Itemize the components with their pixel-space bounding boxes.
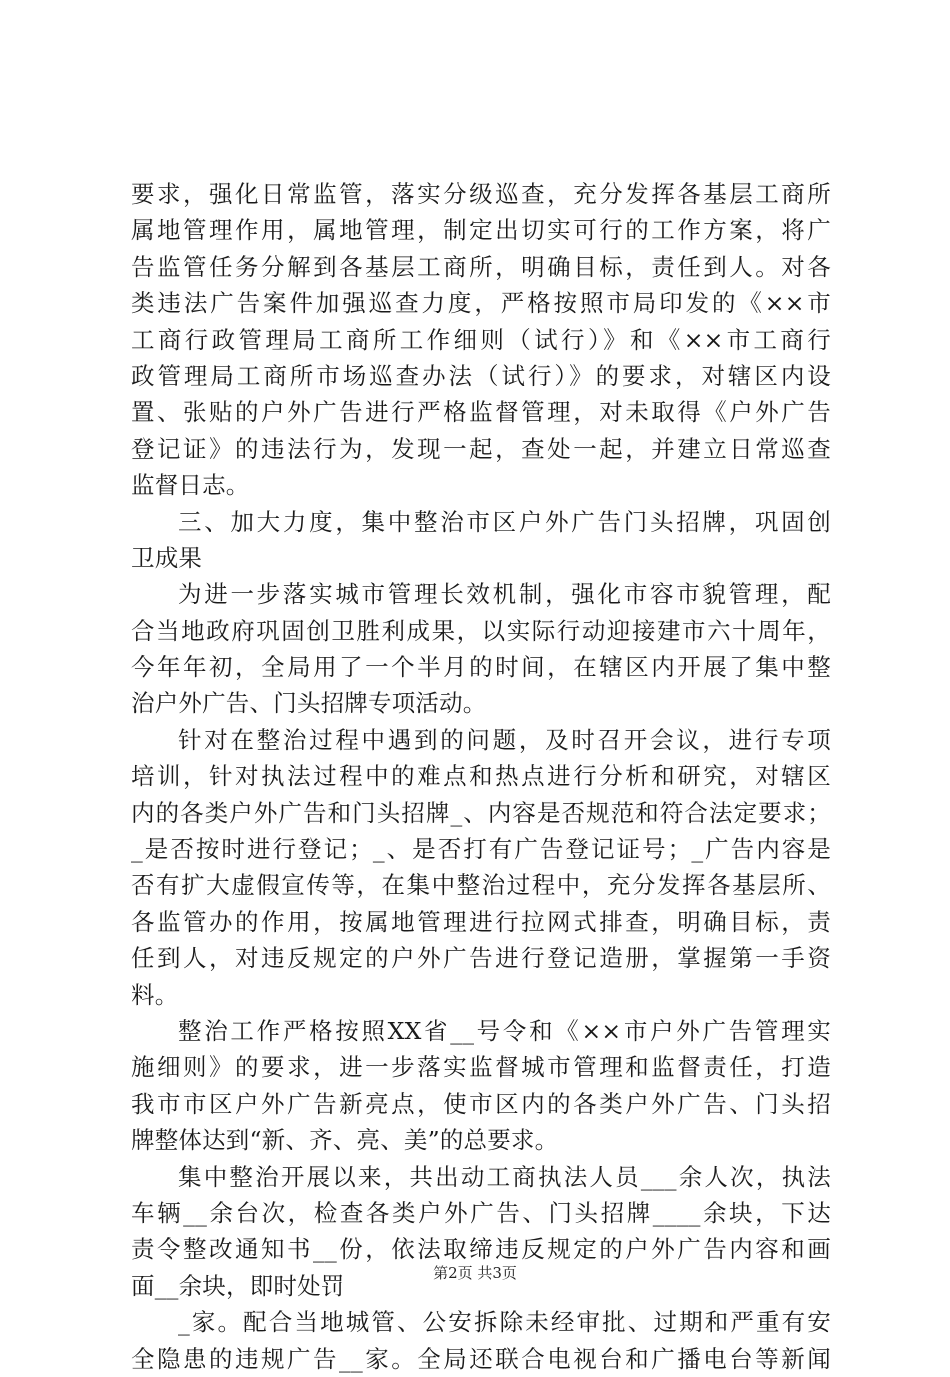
text-line: 要求，强化日常监管，落实分级巡查，充分发挥各基层工商所: [131, 180, 831, 208]
text-line: 全隐患的违规广告__家。全局还联合电视台和广播电台等新闻: [131, 1344, 831, 1373]
text-line: 车辆__余台次，检查各类户外广告、门头招牌____余块，下达: [131, 1198, 831, 1227]
text-line: 集中整治开展以来，共出动工商执法人员___余人次，执法: [178, 1162, 831, 1191]
text-line: 任到人，对违反规定的户外广告进行登记造册，掌握第一手资: [131, 944, 831, 973]
text-line: 培训，针对执法过程中的难点和热点进行分析和研究，对辖区: [131, 762, 831, 791]
text-line: 整治工作严格按照XX省__号令和《××市户外广告管理实: [178, 1016, 831, 1045]
document-body: [131, 176, 831, 1377]
text-line: 面__余块，即时处罚: [131, 1271, 345, 1300]
text-line: 告监管任务分解到各基层工商所，明确目标，责任到人。对各: [131, 252, 831, 281]
text-line: 我市市区户外广告新亮点，使市区内的各类户外广告、门头招: [131, 1089, 831, 1118]
text-line: 置、张贴的户外广告进行严格监督管理，对未取得《户外广告: [131, 398, 831, 427]
text-line: 针对在整治过程中遇到的问题，及时召开会议，进行专项: [178, 725, 831, 754]
text-line: 监督日志。: [131, 471, 250, 500]
text-line: 今年年初，全局用了一个半月的时间，在辖区内开展了集中整: [131, 653, 831, 682]
text-line: 工商行政管理局工商所工作细则（试行）》和《××市工商行: [131, 325, 831, 354]
text-line: _是否按时进行登记；_、是否打有广告登记证号；_广告内容是: [131, 835, 831, 864]
text-line: 类违法广告案件加强巡查力度，严格按照市局印发的《××市: [131, 289, 831, 318]
text-line: 牌整体达到“新、齐、亮、美”的总要求。: [131, 1126, 559, 1155]
text-line: 施细则》的要求，进一步落实监督城市管理和监督责任，打造: [131, 1053, 831, 1082]
text-line: _家。配合当地城管、公安拆除未经审批、过期和严重有安: [178, 1308, 831, 1337]
text-line: 为进一步落实城市管理长效机制，强化市容市貌管理，配: [178, 580, 831, 609]
text-line: 卫成果: [131, 543, 203, 572]
text-line: 责令整改通知书__份，依法取缔违反规定的户外广告内容和画: [131, 1235, 831, 1264]
text-line: 三、加大力度，集中整治市区户外广告门头招牌，巩固创: [178, 507, 831, 536]
text-line: 否有扩大虚假宣传等，在集中整治过程中，充分发挥各基层所、: [131, 871, 831, 900]
text-line: 政管理局工商所市场巡查办法（试行）》的要求，对辖区内设: [131, 361, 831, 390]
text-line: 内的各类户外广告和门头招牌_、内容是否规范和符合法定要求；: [131, 798, 831, 827]
text-line: 合当地政府巩固创卫胜利成果，以实际行动迎接建市六十周年，: [131, 616, 831, 645]
text-line: 属地管理作用，属地管理，制定出切实可行的工作方案，将广: [131, 216, 831, 245]
text-line: 各监管办的作用，按属地管理进行拉网式排查，明确目标，责: [131, 907, 831, 936]
text-line: 料。: [131, 980, 179, 1009]
text-line: 治户外广告、门头招牌专项活动。: [131, 689, 487, 718]
page-number-footer: 第2页 共3页: [433, 1264, 517, 1282]
text-line: 登记证》的违法行为，发现一起，查处一起，并建立日常巡查: [131, 434, 831, 463]
